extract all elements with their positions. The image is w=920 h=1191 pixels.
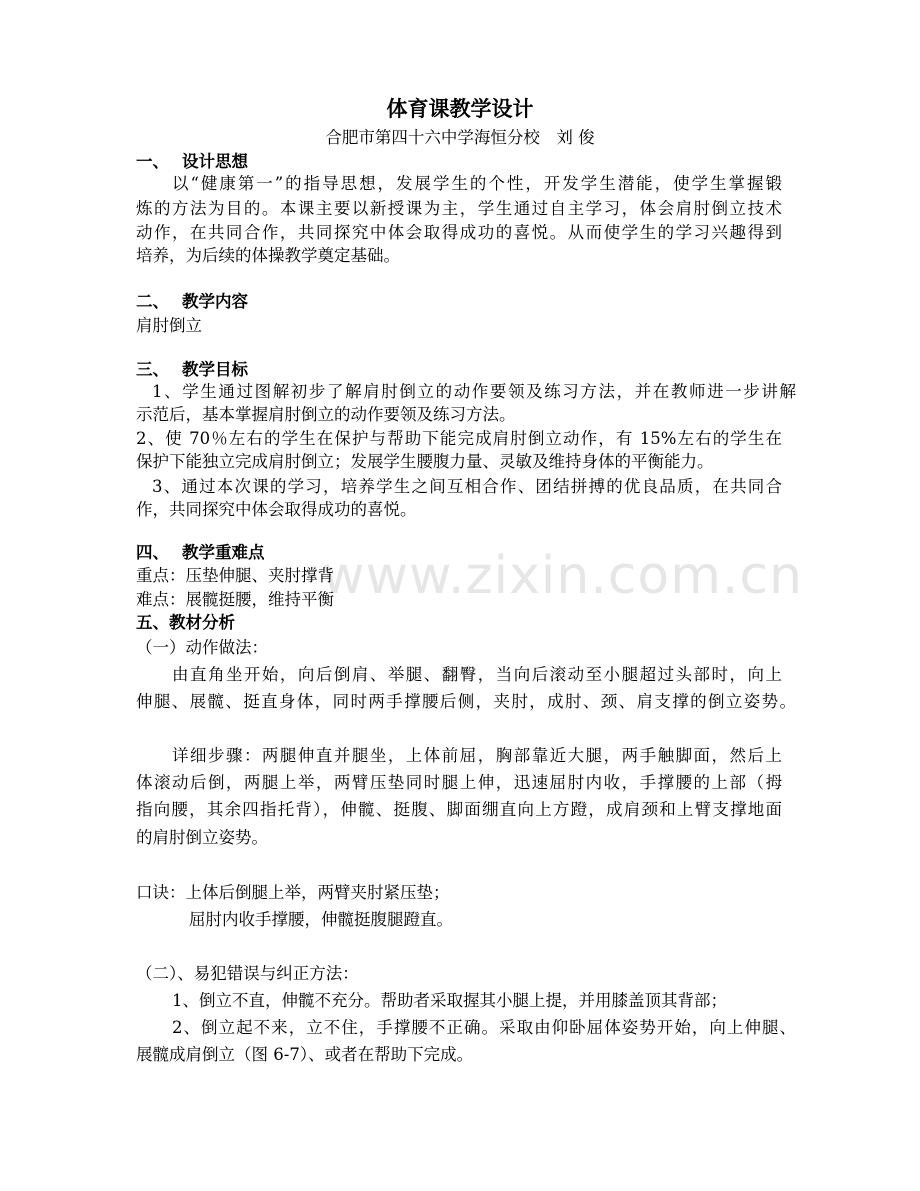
paragraph-line: 体滚动后倒，两腿上举，两臂压垫同时腿上伸，迅速屈肘内收，手撑腰的上部（拇	[136, 773, 782, 792]
section-number: 三、	[136, 360, 169, 379]
paragraph-line: 保护下能独立完成肩肘倒立；发展学生腰腹力量、灵敏及维持身体的平衡能力。	[136, 452, 714, 471]
paragraph-line: 的肩肘倒立姿势。	[136, 828, 268, 847]
section-heading-teaching-content	[136, 292, 248, 312]
paragraph-line: 重点：压垫伸腿、夹肘撑背	[136, 566, 334, 585]
paragraph-line: 伸腿、展髋、挺直身体，同时两手撑腰后侧，夹肘，成肘、颈、肩支撑的倒立姿势。	[136, 692, 796, 711]
section-number: 四、	[136, 543, 169, 562]
paragraph-line: 2、倒立起不来，立不住，手撑腰不正确。采取由仰卧屈体姿势开始，向上伸腿、	[172, 1018, 796, 1037]
subheading: （二）、易犯错误与纠正方法：	[136, 964, 359, 983]
paragraph-line: 示范后，基本掌握肩肘倒立的动作要领及练习方法。	[136, 405, 516, 424]
section-title: 教学内容	[182, 292, 248, 311]
mnemonic-line: 屈肘内收手撑腰，伸髋挺腹腿蹬直。	[189, 910, 453, 929]
section-number: 一、	[136, 152, 169, 171]
section-heading-teaching-goals	[136, 360, 248, 380]
paragraph-line: 由直角坐开始，向后倒肩、举腿、翻臀，当向后滚动至小腿超过头部时，向上	[172, 665, 782, 684]
section-title: 教学重难点	[182, 543, 265, 562]
paragraph-line: 难点：展髋挺腰，维持平衡	[136, 590, 334, 609]
mnemonic-line: 口诀：上体后倒腿上举，两臂夹肘紧压垫；	[136, 883, 450, 902]
paragraph-line: 2、使 70％左右的学生在保护与帮助下能完成肩肘倒立动作，有 15%左右的学生在	[136, 429, 782, 448]
paragraph-line: 培养，为后续的体操教学奠定基础。	[136, 246, 400, 265]
paragraph-line: 作，共同探究中体会取得成功的喜悦。	[136, 500, 417, 519]
paragraph-line: 展髋成肩倒立（图 6-7）、或者在帮助下完成。	[136, 1045, 474, 1064]
paragraph-line: 指向腰，其余四指托背），伸髋、挺腹、脚面绷直向上方蹬，成肩颈和上臂支撑地面	[136, 800, 782, 819]
paragraph-line: 肩肘倒立	[136, 316, 202, 335]
document-subtitle: 合肥市第四十六中学海恒分校 刘 俊	[325, 128, 595, 147]
section-heading-key-points	[136, 543, 265, 563]
paragraph-line: 1、学生通过图解初步了解肩肘倒立的动作要领及练习方法，并在教师进一步讲解	[152, 382, 796, 401]
paragraph-line: 3、通过本次课的学习，培养学生之间互相合作、团结拼搏的优良品质，在共同合	[152, 477, 782, 496]
section-heading-design-idea	[136, 152, 248, 172]
paragraph-line: 1、倒立不直，伸髋不充分。帮助者采取握其小腿上提，并用膝盖顶其背部；	[172, 991, 727, 1010]
paragraph-line: 以“健康第一”的指导思想，发展学生的个性，开发学生潜能，使学生掌握锻	[172, 174, 782, 193]
section-heading-material-analysis: 五、教材分析	[136, 613, 235, 632]
paragraph-line: 详细步骤：两腿伸直并腿坐，上体前屈，胸部靠近大腿，两手触脚面，然后上	[172, 746, 782, 765]
section-title: 设计思想	[182, 152, 248, 171]
subheading: （一）动作做法：	[136, 638, 268, 657]
paragraph-line: 动作，在共同合作，共同探究中体会取得成功的喜悦。从而使学生的学习兴趣得到	[136, 223, 782, 242]
document-title: 体育课教学设计	[386, 97, 534, 121]
section-number: 二、	[136, 292, 169, 311]
watermark: www.zixin.com.cn	[322, 546, 803, 606]
paragraph-line: 炼的方法为目的。本课主要以新授课为主，学生通过自主学习，体会肩肘倒立技术	[136, 199, 782, 218]
section-title: 教学目标	[182, 360, 248, 379]
